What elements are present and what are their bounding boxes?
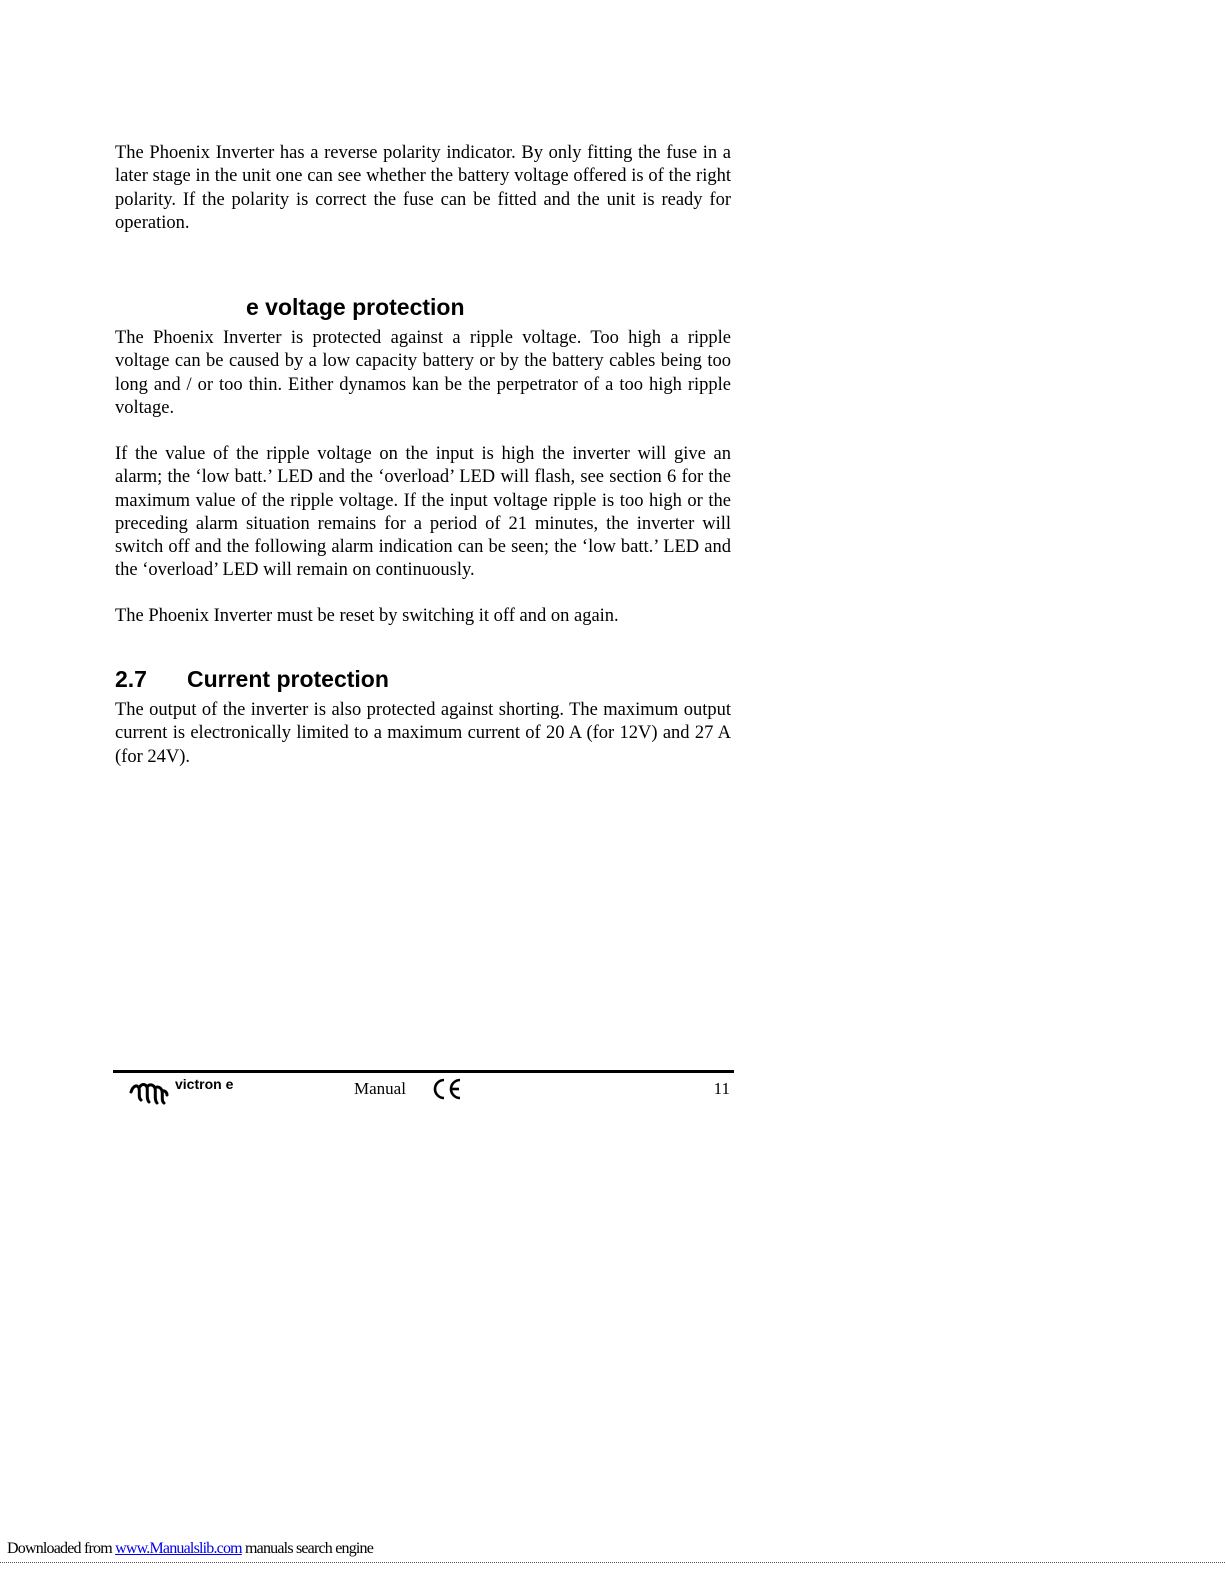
paragraph-reset: The Phoenix Inverter must be reset by switching it off and on again. [115, 606, 619, 626]
paragraph-current-protection: The output of the inverter is also protected against shorting. The maximum output current is electronically limited to a maximum current of 20 A (for 12V) and 27 A (for 24V). [115, 700, 731, 767]
paragraph-reverse-polarity: The Phoenix Inverter has a reverse polarity indicator. By only fitting the fuse in a later stage in the unit one can see whether the battery voltage offered is of the right polarity. If the polarity is correct the fuse can be fitted and the unit is ready for operation. [115, 143, 731, 233]
manualslib-link[interactable]: www.Manualslib.com [115, 1540, 242, 1557]
page-number: 11 [713, 1079, 730, 1098]
ce-mark-icon [431, 1077, 463, 1101]
section-number: 2.7 [115, 666, 147, 692]
paragraph-ripple-intro: The Phoenix Inverter is protected against a ripple voltage. Too high a ripple voltage can be caused by a low capacity battery or by the battery cables being too long and / or too thin. Either dynamos kan be the perpetrator of a too high ripple voltage. [115, 328, 731, 418]
heading-current-protection [115, 665, 731, 693]
victron-logo-icon [128, 1078, 170, 1108]
footer-manual-label: Manual [354, 1079, 406, 1098]
footer-rule [113, 1070, 734, 1073]
footer-brand: victron e [175, 1076, 234, 1092]
paragraph-ripple-alarm: If the value of the ripple voltage on the input is high the inverter will give an alarm; the ‘low batt.’ LED and the ‘overload’ LED will flash, see section 6 for the maximum value of the ripple voltage. If the input voltage ripple is too high or the preceding alarm situation remains for a period of 21 minutes, the inverter will switch off and the following alarm indication can be seen; the ‘low batt.’ LED and the ‘overload’ LED will remain on continuously. [115, 444, 731, 581]
bottom-dotted-rule [0, 1562, 1225, 1569]
download-note [7, 1540, 373, 1558]
heading-ripple-voltage-protection: e voltage protection [246, 294, 465, 320]
download-note-suffix: manuals search engine [241, 1540, 374, 1557]
section-title: Current protection [187, 666, 389, 692]
download-note-prefix: Downloaded from [7, 1540, 116, 1557]
